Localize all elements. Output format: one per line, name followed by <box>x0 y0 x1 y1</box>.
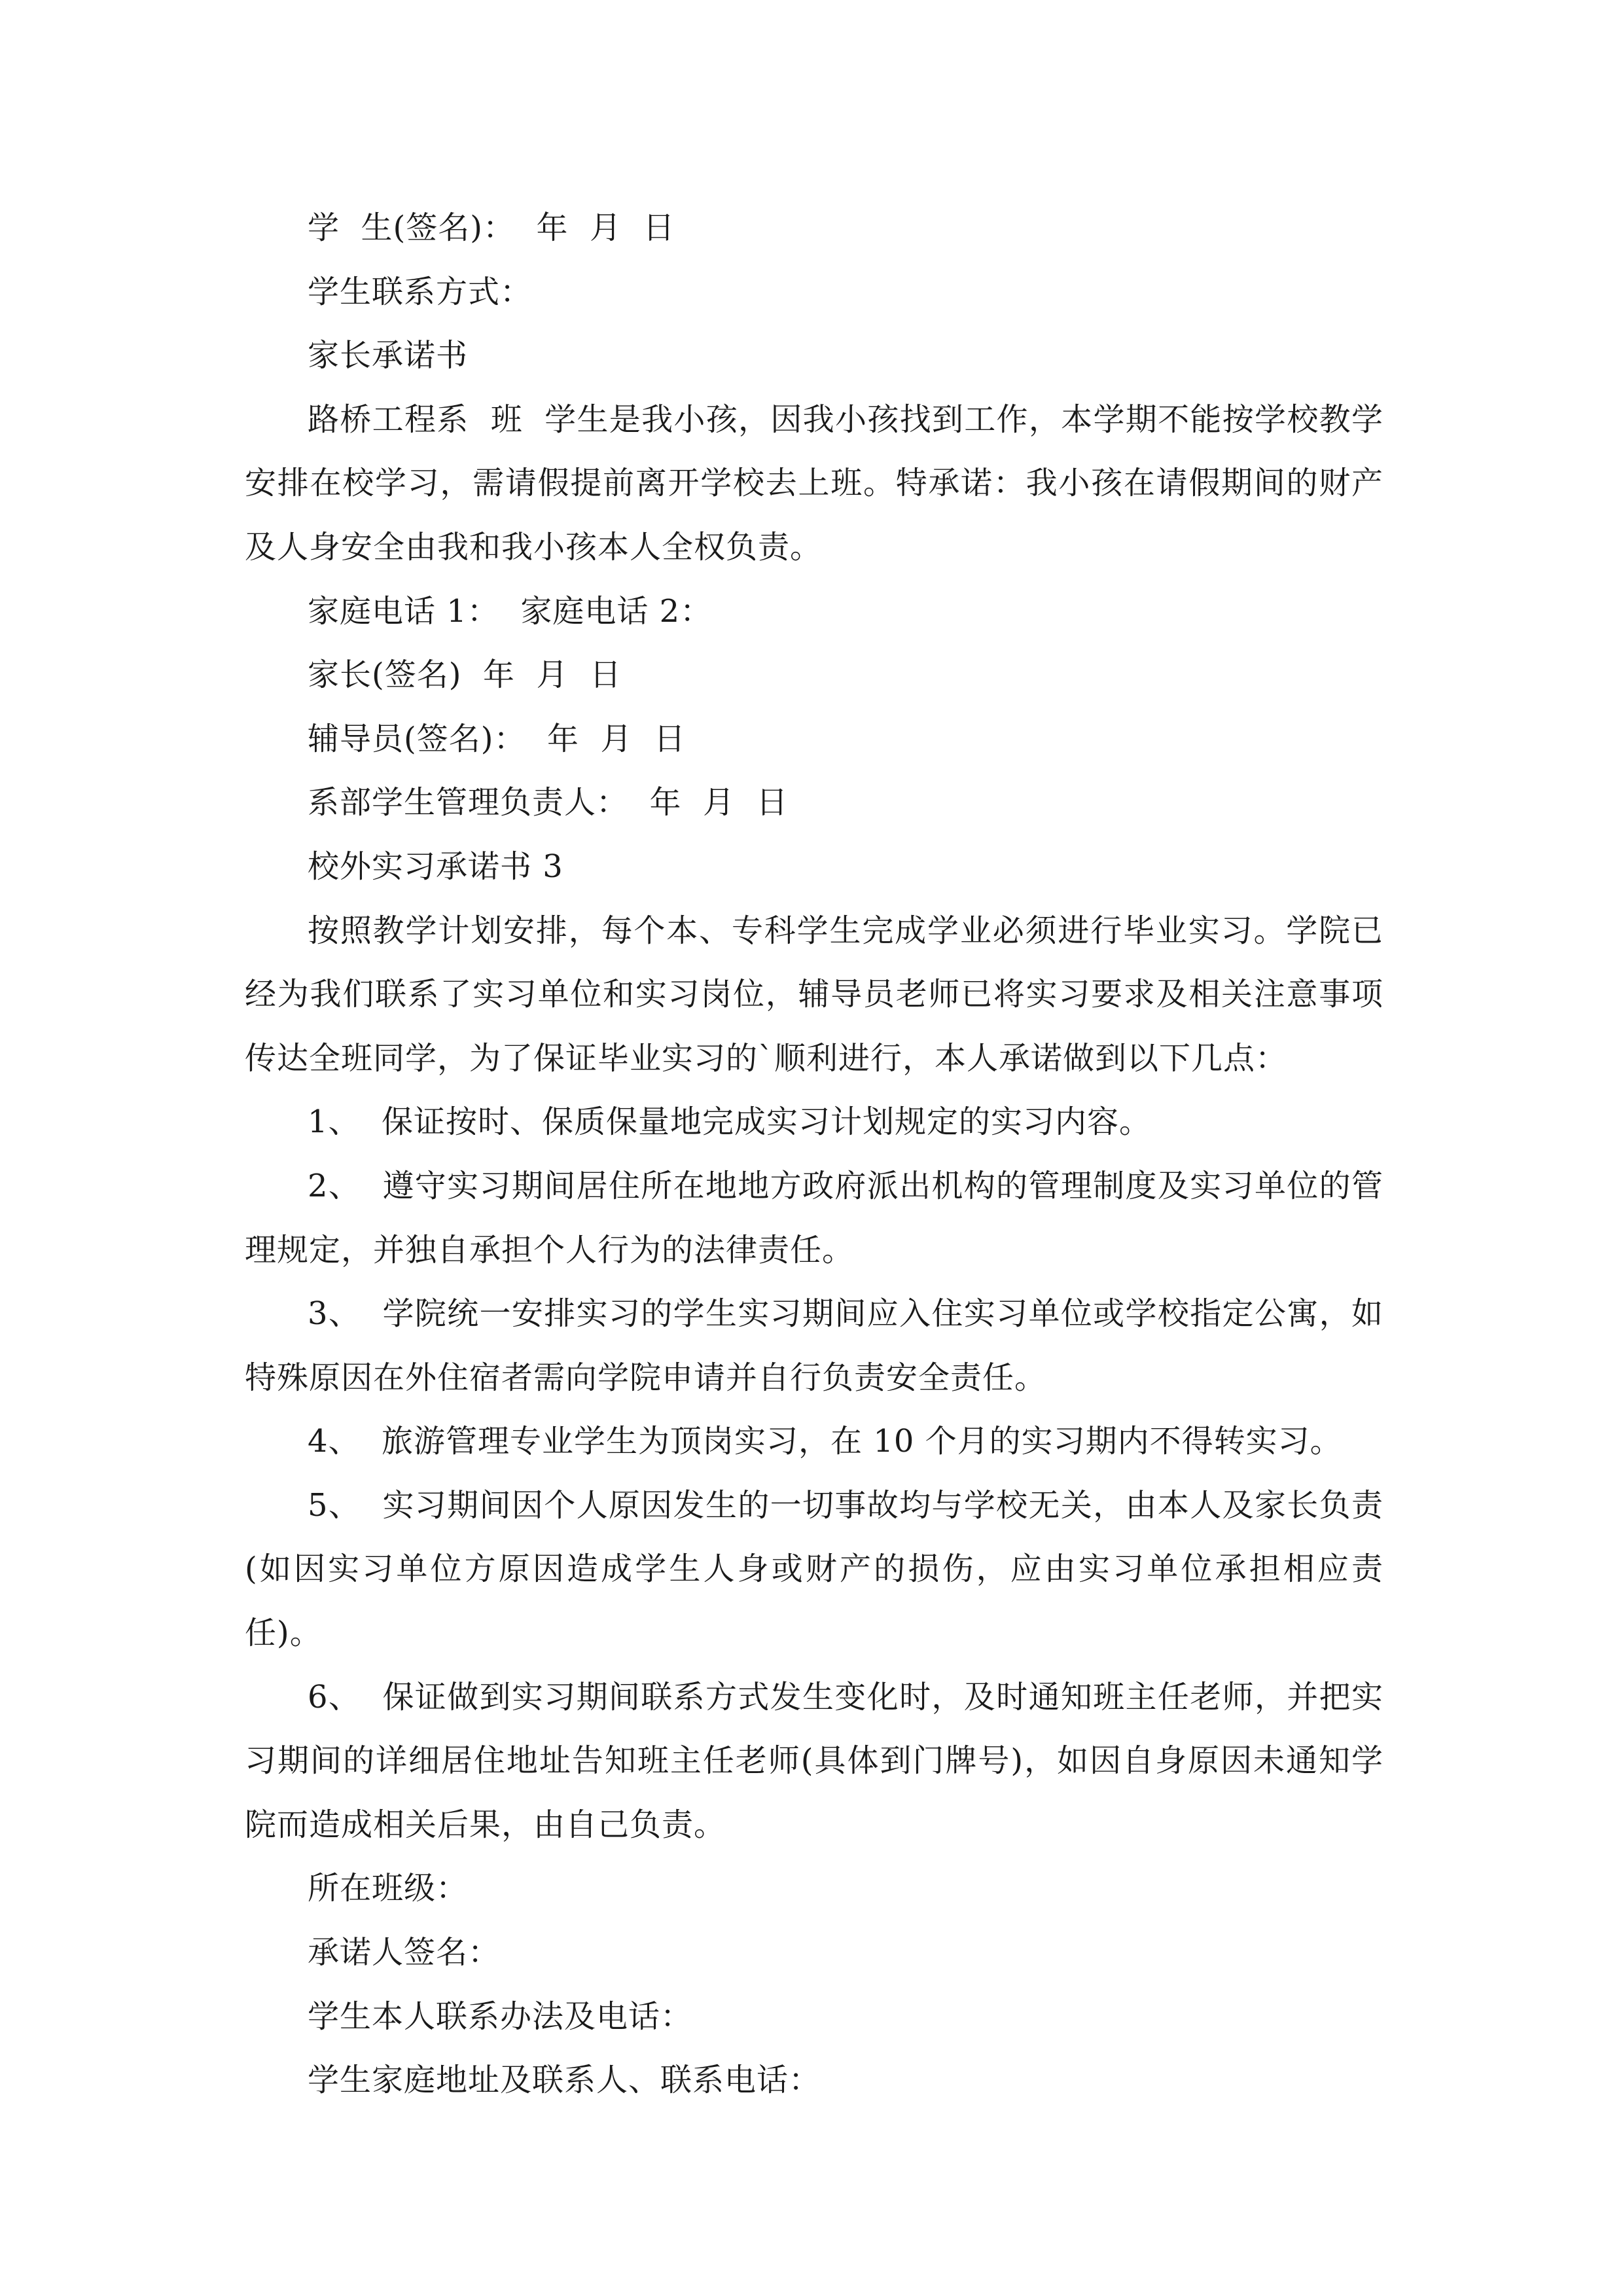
student-signature-line: 学 生(签名)： 年 月 日 <box>308 209 675 246</box>
pledger-signature-line: 承诺人签名： <box>308 1934 501 1971</box>
pledge-item-2: 2、 遵守实习期间居住所在地地方政府派出机构的管理制度及实习单位的管理规定，并独自承担个人行为的法律责任。 <box>245 1167 1383 1268</box>
internship-pledge-title: 校外实习承诺书 3 <box>308 848 563 885</box>
department-manager-line: 系部学生管理负责人： 年 月 日 <box>308 784 789 821</box>
parent-pledge-title: 家长承诺书 <box>308 337 469 374</box>
internship-intro-paragraph: 按照教学计划安排，每个本、专科学生完成学业必须进行毕业实习。学院已经为我们联系了实习单位和实习岗位，辅导员老师已将实习要求及相关注意事项传达全班同学，为了保证毕业实习的`顺利进行，本人承诺做到以下几点： <box>245 912 1383 1077</box>
home-phone-line: 家庭电话 1： 家庭电话 2： <box>308 592 713 630</box>
pledge-item-1: 1、 保证按时、保质保量地完成实习计划规定的实习内容。 <box>308 1103 1152 1141</box>
document-body <box>245 196 1383 2113</box>
parent-pledge-paragraph: 路桥工程系 班 学生是我小孩，因我小孩找到工作，本学期不能按学校教学安排在校学习，需请假提前离开学校去上班。特承诺：我小孩在请假期间的财产及人身安全由我和我小孩本人全权负责。 <box>245 401 1383 565</box>
counselor-signature-line: 辅导员(签名)： 年 月 日 <box>308 720 687 757</box>
student-contact-line: 学生联系方式： <box>308 273 533 310</box>
pledge-item-4: 4、 旅游管理专业学生为顶岗实习，在 10 个月的实习期内不得转实习。 <box>308 1423 1342 1460</box>
student-phone-line: 学生本人联系办法及电话： <box>308 1998 693 2035</box>
parent-signature-line: 家长(签名) 年 月 日 <box>308 656 622 694</box>
class-line: 所在班级： <box>308 1870 469 1907</box>
home-address-line: 学生家庭地址及联系人、联系电话： <box>308 2062 821 2099</box>
pledge-item-5: 5、 实习期间因个人原因发生的一切事故均与学校无关，由本人及家长负责(如因实习单位方原因造成学生人身或财产的损伤，应由实习单位承担相应责任)。 <box>245 1486 1383 1652</box>
pledge-item-6: 6、 保证做到实习期间联系方式发生变化时，及时通知班主任老师，并把实习期间的详细居住地址告知班主任老师(具体到门牌号)，如因自身原因未通知学院而造成相关后果，由自己负责。 <box>245 1678 1383 1843</box>
pledge-item-3: 3、 学院统一安排实习的学生实习期间应入住实习单位或学校指定公寓，如特殊原因在外住宿者需向学院申请并自行负责安全责任。 <box>245 1295 1383 1396</box>
